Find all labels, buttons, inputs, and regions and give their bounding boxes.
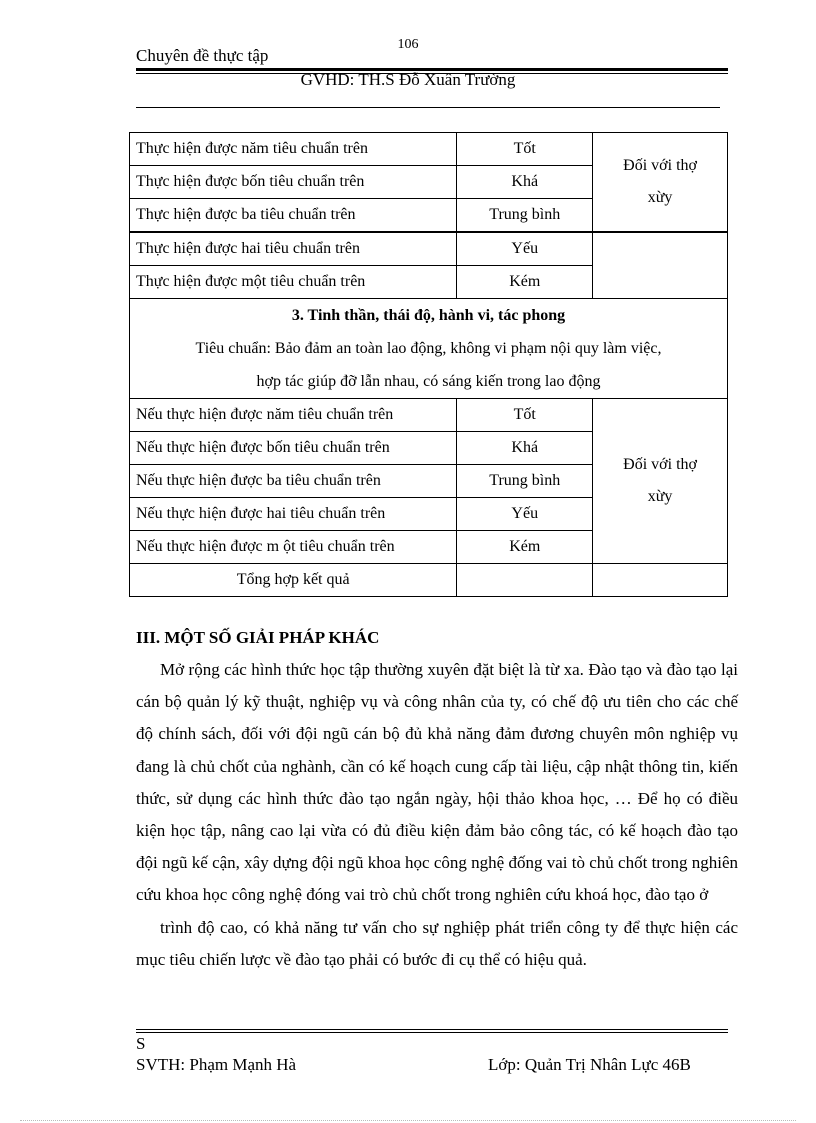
footer-class: Lớp: Quản Trị Nhân Lực 46B: [488, 1055, 691, 1074]
grade-cell: Kém: [457, 266, 593, 299]
grade-cell: Khá: [457, 432, 593, 465]
table-row: [130, 232, 728, 266]
criteria-cell: Thực hiện được năm tiêu chuẩn trên: [130, 133, 457, 166]
section-header-row: [130, 299, 728, 399]
grade-cell: Yếu: [457, 232, 593, 266]
criteria-cell: Nếu thực hiện được năm tiêu chuẩn trên: [130, 399, 457, 432]
grade-cell: Khá: [457, 166, 593, 199]
total-label-cell: Tổng hợp kết quả: [130, 564, 457, 597]
grade-cell: Kém: [457, 531, 593, 564]
empty-cell: [593, 564, 728, 597]
applies-to-cell: Đối với thợ xừy: [593, 399, 728, 564]
paragraph: Mở rộng các hình thức học tập thường xuyên đặt biệt là từ xa. Đào tạo và đào tạo lại cán bộ quản lý kỹ thuật, nghiệp vụ và công nhân của ty, có chế độ ưu tiên cho các chế độ chính sách, đối với đội ngũ cán bộ đủ khả năng đảm đương chuyên môn nghiệp vụ đang là chủ chốt của nghành, cần có kế hoạch cung cấp tài liệu, cập nhật thông tin, kiến thức, sử dụng các hình thức đào tạo ngắn ngày, hội thảo khoa học, … Để họ có điều kiện học tập, nâng cao lại vừa có đủ điều kiện đảm bảo công tác, có kế hoạch đào tạo đội ngũ kế cận, xây dựng đội ngũ khoa học công nghệ đống vai tò chủ chốt trong nghiên cứu khoa học công nghệ đóng vai trò chủ chốt trong nghiên cứu khoá học, đào tạo ở: [136, 660, 738, 905]
criteria-cell: Thực hiện được ba tiêu chuẩn trên: [130, 199, 457, 233]
table-row: [130, 399, 728, 432]
criteria-cell: Thực hiện được hai tiêu chuẩn trên: [130, 232, 457, 266]
grade-cell: Tốt: [457, 133, 593, 166]
evaluation-table: [129, 132, 728, 597]
header-document-type: Chuyên đề thực tập: [136, 46, 269, 65]
footer-mark: S: [136, 1034, 146, 1053]
paragraph: trình độ cao, có khả năng tư vấn cho sự nghiệp phát triển công ty để thực hiện các mục tiêu chiến lược về đào tạo phải có bước đi cụ thể có hiệu quả.: [136, 917, 738, 969]
empty-cell: [593, 232, 728, 299]
footer-divider: [136, 1032, 728, 1033]
grade-cell: Yếu: [457, 498, 593, 531]
section-standard-line: Tiêu chuẩn: Bảo đảm an toàn lao động, không vi phạm nội quy làm việc,: [195, 340, 662, 357]
body-text: [136, 654, 738, 976]
criteria-cell: Nếu thực hiện được ba tiêu chuẩn trên: [130, 465, 457, 498]
footer-divider: [136, 1029, 728, 1030]
page-number: 106: [397, 37, 419, 52]
criteria-cell: Nếu thực hiện được m ột tiêu chuẩn trên: [130, 531, 457, 564]
page-bottom-edge: [20, 1120, 796, 1121]
criteria-cell: Nếu thực hiện được bốn tiêu chuẩn trên: [130, 432, 457, 465]
grade-cell: Trung bình: [457, 465, 593, 498]
criteria-cell: Nếu thực hiện được hai tiêu chuẩn trên: [130, 498, 457, 531]
footer-student: SVTH: Phạm Mạnh Hà: [136, 1055, 297, 1074]
section-header-cell: [130, 299, 728, 399]
header-supervisor: GVHD: TH.S Đỗ Xuân Trường: [300, 70, 516, 89]
header-underline: [136, 107, 720, 108]
section-title: 3. Tinh thần, thái độ, hành vi, tác phong: [291, 307, 566, 324]
criteria-cell: Thực hiện được bốn tiêu chuẩn trên: [130, 166, 457, 199]
section-standard-line: hợp tác giúp đỡ lẫn nhau, có sáng kiến trong lao động: [256, 373, 601, 390]
applies-to-cell: Đối với thợ xừy: [593, 133, 728, 233]
total-row: [130, 564, 728, 597]
section-heading: III. MỘT SỐ GIẢI PHÁP KHÁC: [136, 628, 380, 647]
table-row: [130, 133, 728, 166]
grade-cell: Trung bình: [457, 199, 593, 233]
criteria-cell: Thực hiện được một tiêu chuẩn trên: [130, 266, 457, 299]
empty-cell: [457, 564, 593, 597]
grade-cell: Tốt: [457, 399, 593, 432]
